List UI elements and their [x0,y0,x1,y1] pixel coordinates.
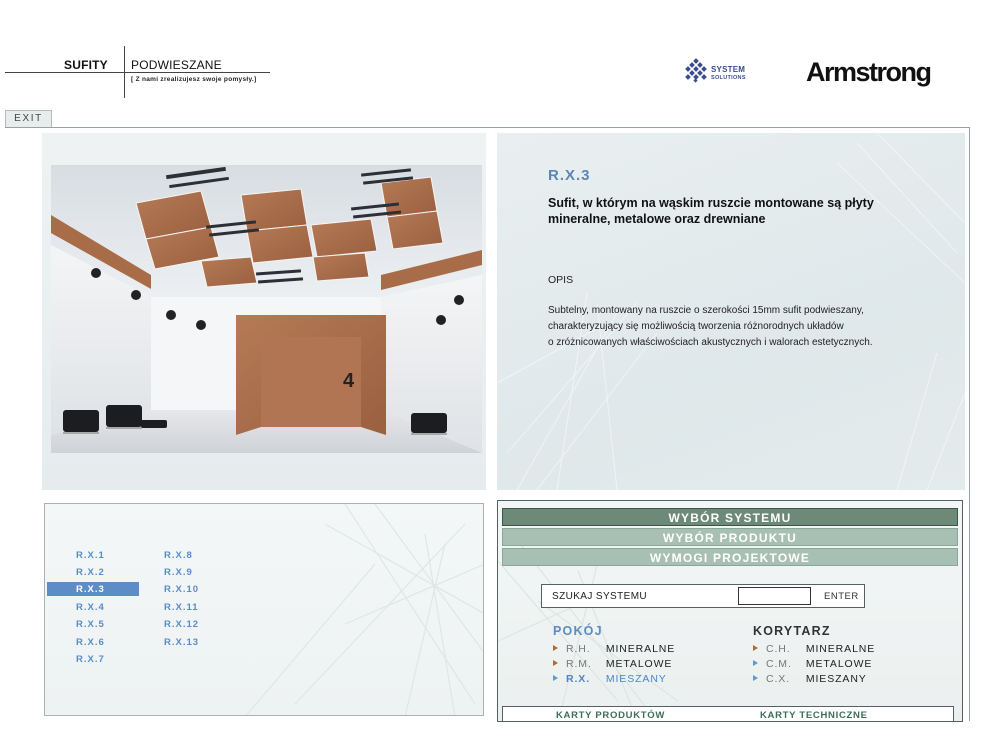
code-item-rx7[interactable]: R.X.7 [76,654,105,665]
code-item-rx9[interactable]: R.X.9 [164,567,193,578]
description-heading: OPIS [548,274,574,286]
code-item-rx3[interactable]: R.X.3 [76,584,105,595]
content-top-rule [5,127,970,128]
system-row-rx[interactable]: R.X. MIESZANY [553,673,667,685]
group-title-pokoj: POKÓJ [553,624,603,638]
room-illustration [51,165,482,453]
code-item-rx2[interactable]: R.X.2 [76,567,105,578]
code-item-rx10[interactable]: R.X.10 [164,584,200,595]
code-item-rx4[interactable]: R.X.4 [76,602,105,613]
product-subtitle: Sufit, w którym na wąskim ruszcie montowane są płyty mineralne, metalowe oraz drewniane [548,196,874,226]
product-code-title: R.X.3 [548,167,591,184]
armstrong-logo: Armstrong [806,57,931,87]
product-description [548,303,948,351]
code-item-rx1[interactable]: R.X.1 [76,550,105,561]
search-label: SZUKAJ SYSTEMU [552,591,648,602]
menu-wymogi-projektowe[interactable]: WYMOGI PROJEKTOWE [502,548,958,566]
search-system-box [541,584,865,608]
arrow-right-icon [553,675,558,681]
photo-room-number: 4 [343,370,355,392]
room-photo [51,165,482,453]
menu-wybor-produktu[interactable]: WYBÓR PRODUKTU [502,528,958,546]
description-line: Subtelny, montowany na ruszcie o szerokości 15mm sufit podwieszany, [548,305,864,316]
system-row-cx[interactable]: C.X. MIESZANY [753,673,867,685]
arrow-right-icon [753,675,758,681]
system-row-cm[interactable]: C.M. METALOWE [753,658,872,670]
system-row-ch[interactable]: C.H. MINERALNE [753,643,875,655]
palm-watermark [45,504,484,716]
system-row-rh[interactable]: R.H. MINERALNE [553,643,675,655]
karty-techniczne-link[interactable]: KARTY TECHNICZNE [760,710,868,721]
brand-title-podwieszane: PODWIESZANE [131,58,222,72]
system-solutions-diamond-icon [683,58,709,84]
search-enter-button[interactable]: ENTER [824,591,859,602]
system-code-list [44,503,484,716]
brand-divider [124,46,125,98]
arrow-right-icon [753,645,758,651]
group-title-korytarz: KORYTARZ [753,624,831,638]
arrow-right-icon [553,645,558,651]
code-item-rx12[interactable]: R.X.12 [164,619,200,630]
system-row-rm[interactable]: R.M. METALOWE [553,658,672,670]
description-line: o zróżnicowanych właściwościach akustycznych i walorach estetycznych. [548,337,873,348]
content-right-rule [969,127,970,721]
brand-slogan: [ Z nami zrealizujesz swoje pomysły.] [131,76,257,83]
code-item-rx8[interactable]: R.X.8 [164,550,193,561]
system-selection-panel [497,500,963,722]
code-item-rx11[interactable]: R.X.11 [164,602,199,613]
menu-wybor-systemu[interactable]: WYBÓR SYSTEMU [502,508,958,526]
exit-button[interactable]: EXIT [5,110,52,127]
product-info-panel [497,133,965,490]
system-solutions-logo [683,58,767,92]
brand-rule [5,72,270,73]
description-line: charakteryzujący się możliwością tworzenia różnorodnych układów [548,321,844,332]
search-input[interactable] [738,587,811,605]
system-solutions-subtext: SOLUTIONS [711,75,746,81]
code-item-rx13[interactable]: R.X.13 [164,637,200,648]
code-item-rx6[interactable]: R.X.6 [76,637,105,648]
brand-title-sufity: SUFITY [64,58,108,72]
code-item-rx5[interactable]: R.X.5 [76,619,105,630]
arrow-right-icon [553,660,558,666]
system-solutions-text: SYSTEM [711,65,746,74]
karty-produktow-link[interactable]: KARTY PRODUKTÓW [556,710,666,721]
arrow-right-icon [753,660,758,666]
cards-bar [502,706,954,722]
